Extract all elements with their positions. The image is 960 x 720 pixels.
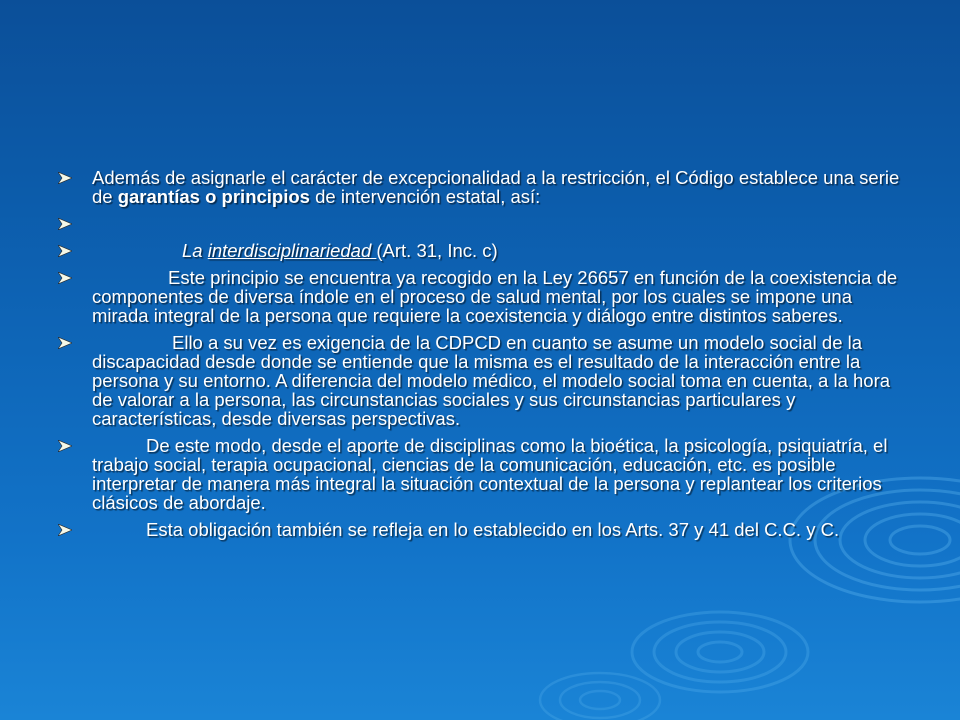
arrow-bullet-icon <box>58 524 72 536</box>
arrow-bullet-icon <box>58 272 72 284</box>
arrow-bullet-icon <box>58 337 72 349</box>
bullet-list <box>58 168 904 547</box>
bullet-cdpcd <box>58 333 904 428</box>
bullet-principle-text: Este principio se encuentra ya recogido en la Ley 26657 en función de la coexistencia de componentes de diversa índole en el proceso de salud mental, por los cuales se impone una mirada integral de la persona que requiere la coexistencia y diálogo entre distintos saberes. <box>92 267 898 326</box>
empty-line <box>92 214 904 233</box>
heading-underlined: interdisciplinariedad <box>207 240 377 261</box>
bullet-obligation-text: Esta obligación también se refleja en lo establecido en los Arts. 37 y 41 del C.C. y C. <box>146 519 840 540</box>
bullet-obligation <box>58 520 904 539</box>
bullet-principle <box>58 268 904 325</box>
arrow-bullet-icon <box>58 245 72 257</box>
arrow-bullet-icon <box>58 172 72 184</box>
bullet-disciplines <box>58 436 904 512</box>
heading-prefix: La <box>182 240 208 261</box>
bullet-empty <box>58 214 904 233</box>
bullet-intro-lead: Además de asignarle el carácter de excepcionalidad a la restricción, el Código establece una serie de <box>92 167 900 207</box>
bullet-heading <box>58 241 904 260</box>
bullet-cdpcd-text: Ello a su vez es exigencia de la CDPCD en cuanto se asume un modelo social de la discapacidad desde donde se entiende que la misma es el resultado de la interacción entre la persona y su entorno. A diferencia del modelo médico, el modelo social toma en cuenta, a la hora de valorar a la persona, las circunstancias sociales y sus circunstancias particulares y características, desde diversas perspectivas. <box>92 332 891 429</box>
bullet-intro <box>58 168 904 206</box>
heading-suffix: (Art. 31, Inc. c) <box>376 240 498 261</box>
arrow-bullet-icon <box>58 218 72 230</box>
arrow-bullet-icon <box>58 440 72 452</box>
bullet-intro-tail: de intervención estatal, así: <box>309 186 541 207</box>
bullet-intro-bold: garantías o principios <box>117 186 310 207</box>
bullet-disciplines-text: De este modo, desde el aporte de disciplinas como la bioética, la psicología, psiquiatría, el trabajo social, terapia ocupacional, ciencias de la comunicación, educación, etc. es posible interpretar de manera más integral la situación contextual de la persona y replantear los criterios clásicos de abordaje. <box>92 435 888 513</box>
